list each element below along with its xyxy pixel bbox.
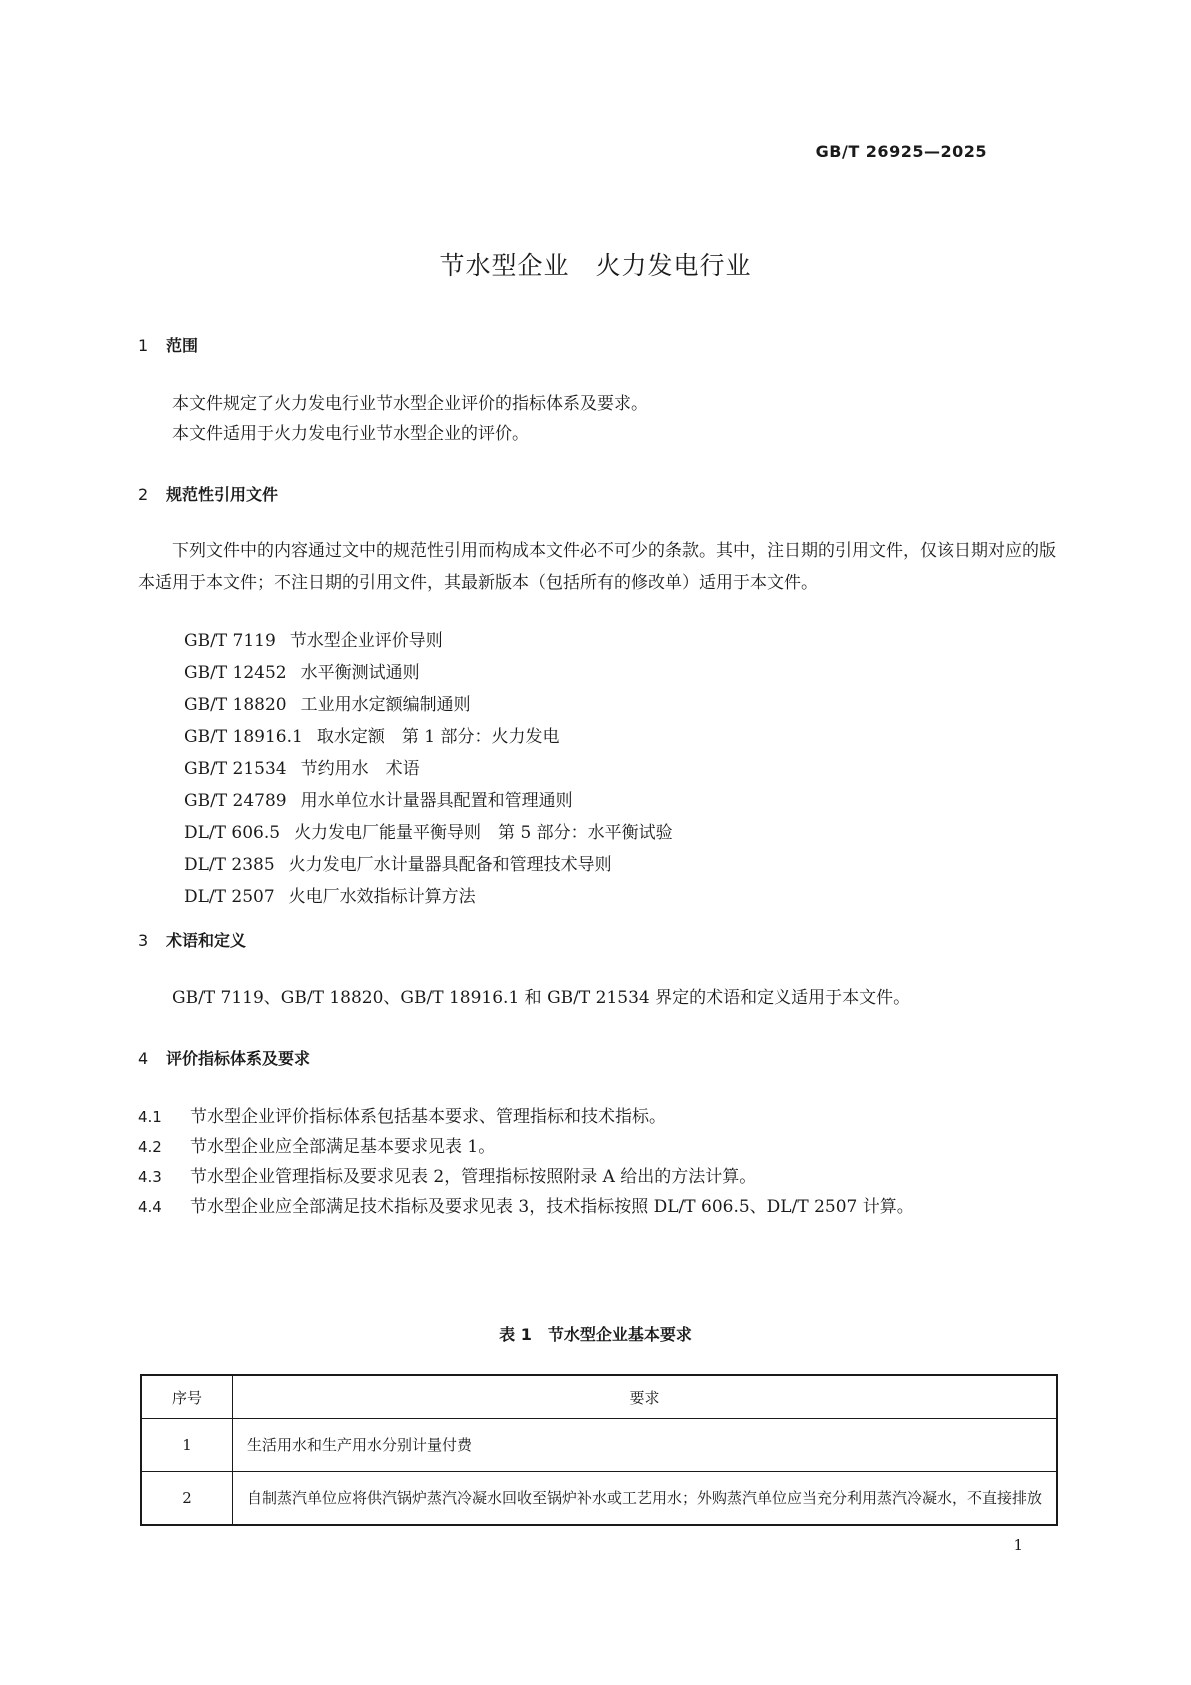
reference-title: 火力发电厂水计量器具配备和管理技术导则 — [288, 855, 612, 875]
basic-requirements-table — [140, 1374, 1058, 1526]
clause-number: 4.3 — [138, 1168, 162, 1186]
scope-paragraph-1: 本文件规定了火力发电行业节水型企业评价的指标体系及要求。 — [172, 394, 648, 414]
reference-code: GB/T 21534 — [184, 759, 287, 779]
section-3-heading — [138, 928, 246, 951]
reference-item — [184, 657, 673, 689]
reference-item — [184, 881, 673, 913]
reference-item — [184, 721, 673, 753]
reference-code: DL/T 2507 — [184, 887, 275, 907]
section-title: 规范性引用文件 — [166, 485, 279, 504]
section-4-heading — [138, 1046, 310, 1069]
clause-4-3 — [138, 1161, 756, 1193]
reference-title: 用水单位水计量器具配置和管理通则 — [300, 791, 573, 811]
clause-number: 4.1 — [138, 1108, 162, 1126]
section-title: 术语和定义 — [166, 931, 247, 950]
normative-refs-intro: 下列文件中的内容通过文中的规范性引用而构成本文件必不可少的条款。其中，注日期的引用文件，仅该日期对应的版本适用于本文件；不注日期的引用文件，其最新版本（包括所有的修改单）适用于本文件。 — [138, 541, 1056, 593]
clause-4-2 — [138, 1131, 495, 1163]
reference-title: 火电厂水效指标计算方法 — [288, 887, 476, 907]
reference-title: 节水型企业评价导则 — [289, 631, 443, 651]
reference-item — [184, 785, 673, 817]
clause-number: 4.4 — [138, 1198, 162, 1216]
reference-title: 取水定额 第 1 部分：火力发电 — [316, 727, 560, 747]
reference-item — [184, 817, 673, 849]
terms-paragraph: GB/T 7119、GB/T 18820、GB/T 18916.1 和 GB/T 21534 界定的术语和定义适用于本文件。 — [172, 988, 911, 1008]
reference-code: DL/T 606.5 — [184, 823, 281, 843]
reference-title: 工业用水定额编制通则 — [300, 695, 471, 715]
reference-code: GB/T 24789 — [184, 791, 287, 811]
reference-code: GB/T 18916.1 — [184, 727, 303, 747]
reference-item — [184, 753, 673, 785]
reference-code: GB/T 18820 — [184, 695, 287, 715]
clause-text: 节水型企业应全部满足技术指标及要求见表 3，技术指标按照 DL/T 606.5、DL/T 2507 计算。 — [190, 1197, 914, 1217]
row-number: 1 — [141, 1419, 233, 1472]
table-header-row — [141, 1375, 1057, 1419]
clause-number: 4.2 — [138, 1138, 162, 1156]
reference-code: GB/T 12452 — [184, 663, 287, 683]
reference-code: GB/T 7119 — [184, 631, 276, 651]
reference-list — [184, 625, 673, 913]
reference-item — [184, 689, 673, 721]
standard-code: GB/T 26925—2025 — [815, 142, 987, 161]
clause-text: 节水型企业管理指标及要求见表 2，管理指标按照附录 A 给出的方法计算。 — [190, 1167, 757, 1187]
clause-4-1 — [138, 1101, 666, 1133]
section-number: 3 — [138, 931, 149, 950]
clause-4-4 — [138, 1191, 914, 1223]
reference-title: 节约用水 术语 — [300, 759, 420, 779]
page-number: 1 — [1013, 1536, 1023, 1554]
reference-title: 水平衡测试通则 — [300, 663, 420, 683]
section-title: 评价指标体系及要求 — [166, 1049, 311, 1068]
scope-paragraph-2: 本文件适用于火力发电行业节水型企业的评价。 — [172, 424, 529, 444]
document-title: 节水型企业 火力发电行业 — [439, 251, 752, 280]
reference-item — [184, 849, 673, 881]
reference-title: 火力发电厂能量平衡导则 第 5 部分：水平衡试验 — [294, 823, 673, 843]
section-number: 1 — [138, 336, 149, 355]
row-number: 2 — [141, 1472, 233, 1526]
row-requirement: 自制蒸汽单位应将供汽锅炉蒸汽冷凝水回收至锅炉补水或工艺用水；外购蒸汽单位应当充分利用蒸汽冷凝水，不直接排放 — [233, 1472, 1058, 1526]
column-header-no: 序号 — [141, 1375, 233, 1419]
section-title: 范围 — [166, 336, 199, 355]
table-1-caption: 表 1 节水型企业基本要求 — [499, 1325, 692, 1344]
section-1-heading — [138, 333, 198, 356]
table-row — [141, 1472, 1057, 1526]
row-requirement: 生活用水和生产用水分别计量付费 — [233, 1419, 1058, 1472]
section-2-heading — [138, 482, 278, 505]
reference-code: DL/T 2385 — [184, 855, 275, 875]
table-row — [141, 1419, 1057, 1472]
section-number: 2 — [138, 485, 149, 504]
column-header-requirement: 要求 — [233, 1375, 1058, 1419]
clause-text: 节水型企业评价指标体系包括基本要求、管理指标和技术指标。 — [190, 1107, 666, 1127]
clause-text: 节水型企业应全部满足基本要求见表 1。 — [190, 1137, 496, 1157]
section-number: 4 — [138, 1049, 149, 1068]
reference-item — [184, 625, 673, 657]
